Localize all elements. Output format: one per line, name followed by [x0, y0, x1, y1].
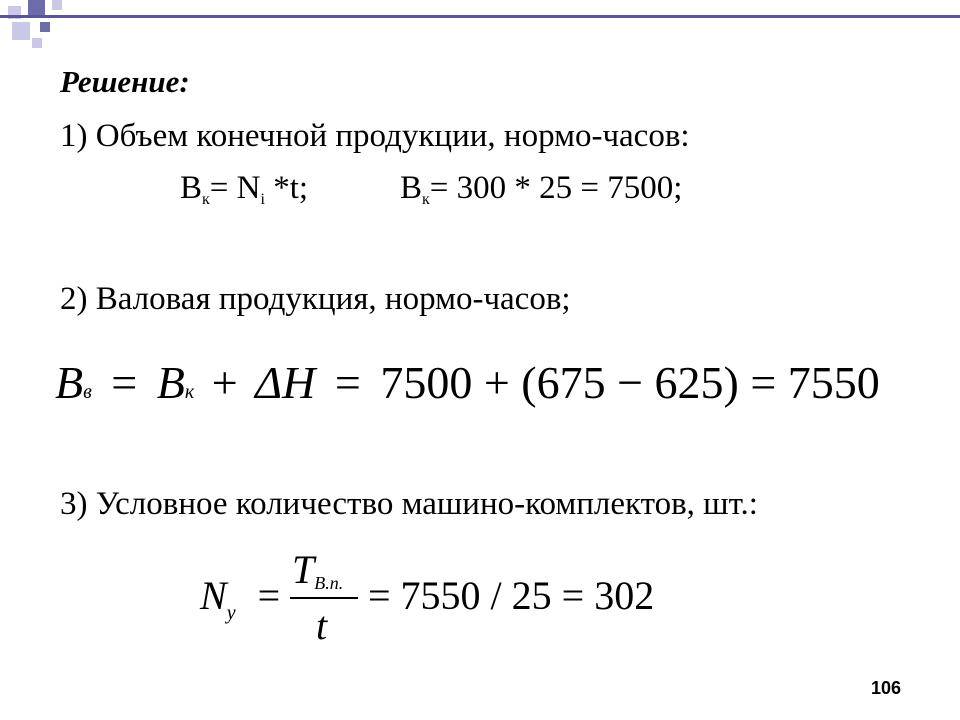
- solution-heading: Решение:: [60, 64, 190, 99]
- conditional-sets-equation: [200, 573, 281, 624]
- step1-text: 1) Объем конечной продукции, нормо-часов:: [60, 118, 690, 154]
- formula-a-b: В: [180, 170, 203, 206]
- formula-b-sub: к: [422, 191, 430, 208]
- formula-b-rest: = 300 * 25 = 7500;: [429, 170, 683, 206]
- formula-a-rest1: = N: [209, 170, 261, 206]
- gross-output-equation: [55, 357, 880, 408]
- step3-text: 3) Условное количество машино-комплектов, шт.:: [60, 486, 758, 522]
- eq2-b2: B: [156, 357, 185, 408]
- eq2-dh: ΔH: [255, 357, 316, 408]
- step1-formula-a: [180, 170, 309, 208]
- fraction-denominator: t: [316, 603, 328, 648]
- corner-square-4: [12, 22, 30, 40]
- eq2-eq2: =: [334, 357, 361, 408]
- step2-text: 2) Валовая продукция, нормо-часов;: [60, 281, 571, 317]
- page-number: 106: [871, 678, 902, 698]
- formula-b-b: В: [400, 170, 423, 206]
- corner-square-6: [32, 38, 42, 48]
- eq2-rest: 7500 + (675 − 625) = 7550: [380, 357, 880, 408]
- eq3-eq1: =: [257, 573, 281, 618]
- eq2-eq1: =: [111, 357, 138, 408]
- eq3-sub: у: [226, 602, 236, 624]
- formula-a-rest2: *t;: [264, 170, 309, 206]
- eq3-numer: T: [292, 547, 315, 592]
- eq3-numer-sub: В.п.: [314, 573, 344, 593]
- eq2-sub1: в: [83, 381, 92, 403]
- header-divider: [0, 15, 960, 18]
- eq3-rest: = 7550 / 25 = 302: [368, 573, 655, 618]
- step1-formula-b: [400, 170, 683, 208]
- formula-a-sub: к: [202, 191, 210, 208]
- eq3-n: N: [200, 573, 227, 618]
- formula-a-sub2: i: [260, 191, 265, 208]
- eq2-plus: +: [211, 357, 238, 408]
- corner-square-5: [40, 22, 50, 32]
- fraction-bar: [290, 597, 358, 599]
- corner-square-3: [52, 0, 62, 10]
- eq2-b1: B: [55, 357, 84, 408]
- fraction-numerator: [292, 547, 344, 593]
- eq2-sub2: к: [184, 381, 195, 403]
